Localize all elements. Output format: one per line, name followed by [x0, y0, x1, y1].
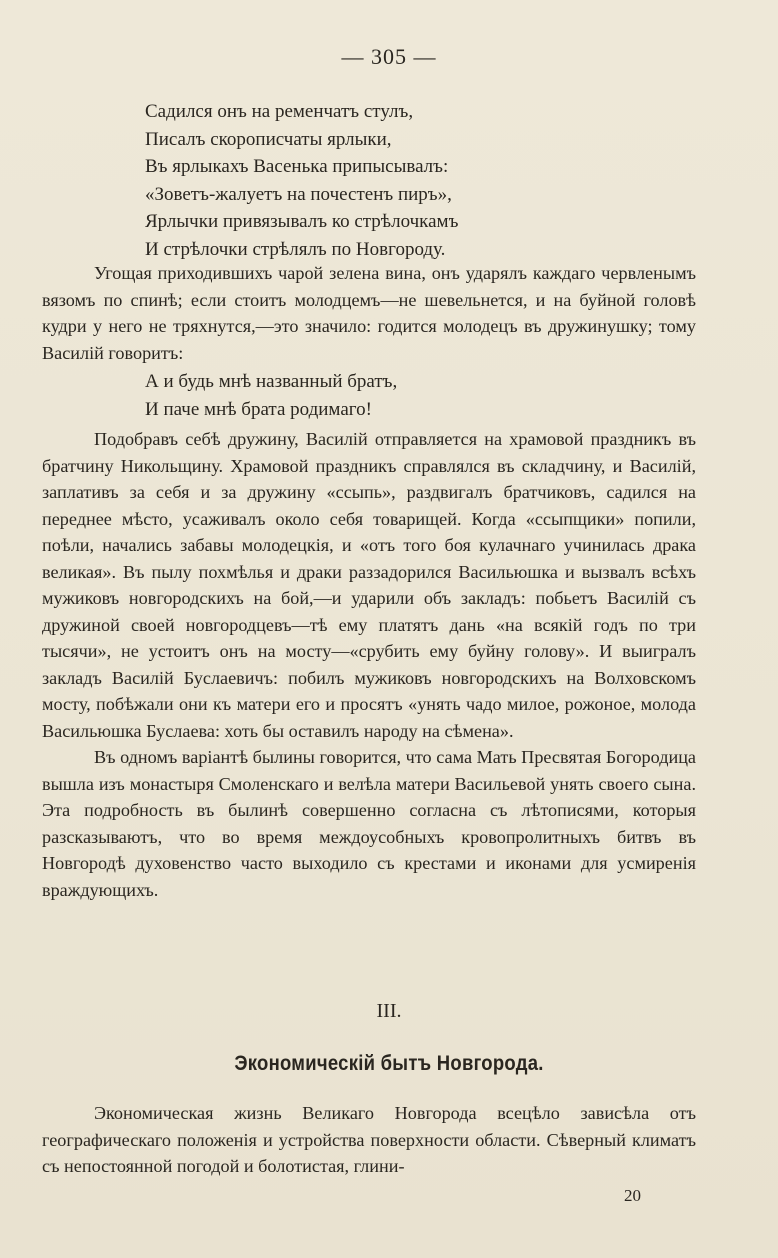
- signature-mark: 20: [624, 1186, 641, 1205]
- paragraph: Подобравъ себѣ дружину, Василій отправляется на храмовой праздникъ въ братчину Никольщину. Храмовой праздникъ справлялся въ складчину, и Василій, заплативъ за себя и за дружину «ссыпь», раздвигалъ братчиковъ, садился на переднее мѣсто, усаживалъ около себя товарищей. Когда «ссыпщики» попили, поѣли, начались забавы молодецкія, и «отъ того боя кулачнаго учинилась драка великая». Въ пылу похмѣлья и драки раззадорился Васильюшка и вызвалъ всѣхъ мужиковъ новгородскихъ на бой,—и ударили объ закладъ: побьетъ Василій съ дружиной своей новгородцевъ—тѣ ему платятъ дань «на всякій годъ по три тысячи», не устоитъ онъ на мосту—«срубить ему буйну голову». И выигралъ закладъ Василій Буслаевичъ: побилъ мужиковъ новгородскихъ на Волховскомъ мосту, побѣжали они къ матери его и просятъ «унять чадо милое, рожоное, молода Васильюшка Буслаева: хоть бы оставилъ народу на сѣмена».: [42, 429, 696, 741]
- paragraph: Въ одномъ варіантѣ былины говорится, что сама Мать Пресвятая Богородица вышла изъ монастыря Смоленскаго и велѣла матери Васильевой унять своего сына. Эта подробность въ былинѣ совершенно согласна съ лѣтописями, которыя разсказываютъ, что во время междоусобныхъ кровопролитныхъ битвъ въ Новгородѣ духовенство часто выходило съ крестами и иконами для усмиренія враждующихъ.: [42, 747, 696, 900]
- paragraph-block-3: [42, 1100, 696, 1180]
- paragraph-block-2: [42, 426, 696, 903]
- verse-line: И стрѣлочки стрѣлялъ по Новгороду.: [145, 238, 446, 260]
- paragraph-block-1: [42, 260, 696, 366]
- verse-line: А и будь мнѣ названный братъ,: [145, 371, 398, 392]
- paragraph: Угощая приходившихъ чарой зелена вина, онъ ударялъ каждаго червленымъ вязомъ по спинѣ; если стоитъ молодцемъ—не шевельнется, и на буйной головѣ кудри у него не тряхнутся,—это значило: годится молодецъ въ дружинушку; тому Василій говоритъ:: [42, 263, 696, 363]
- verse-line: И паче мнѣ брата родимаго!: [145, 398, 372, 420]
- verse-line: Писалъ скорописчаты ярлыки,: [145, 128, 392, 150]
- verse-line: Садился онъ на ременчатъ стулъ,: [145, 101, 414, 122]
- paragraph: Экономическая жизнь Великаго Новгорода всецѣло зависѣла отъ географическаго положенія и устройства поверхности области. Сѣверный климатъ съ непостоянной погодой и болотистая, глини-: [42, 1103, 696, 1176]
- page-number: — 305 —: [341, 44, 437, 69]
- verse-line: Ярлычки привязывалъ ко стрѣлочкамъ: [145, 211, 459, 232]
- verse-line: «Зоветъ-жалуетъ на почестенъ пиръ»,: [145, 183, 452, 205]
- verse-block-1: [145, 98, 705, 263]
- verse-block-2: [145, 368, 705, 423]
- section-numeral: III.: [376, 1000, 402, 1022]
- section-title: Экономическій бытъ Новгорода.: [234, 1052, 544, 1075]
- verse-line: Въ ярлыкахъ Васенька припысывалъ:: [145, 156, 449, 177]
